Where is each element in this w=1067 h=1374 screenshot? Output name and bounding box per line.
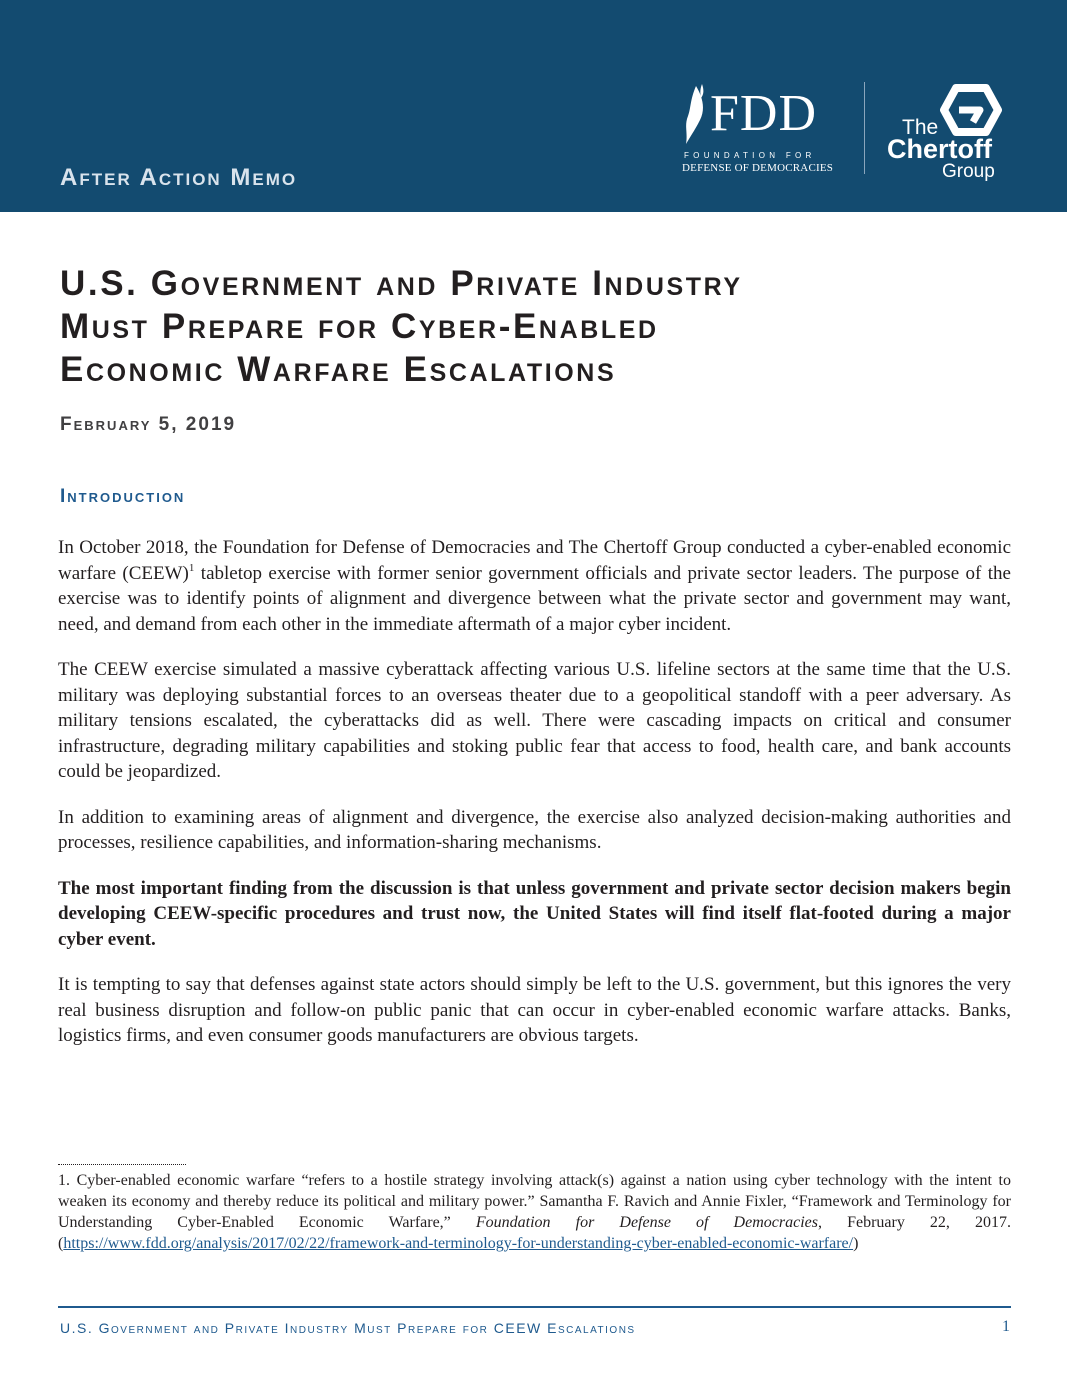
chertoff-name: Chertoff xyxy=(887,134,992,164)
fdd-logo xyxy=(682,78,850,178)
footnote-1 xyxy=(58,1170,1011,1254)
footnote-separator xyxy=(58,1164,186,1165)
document-title xyxy=(60,262,1020,391)
publication-date: February 5, 2019 xyxy=(60,414,237,435)
footnote-source: Foundation for Defense of Democracies xyxy=(475,1214,818,1231)
footnote-link[interactable]: https://www.fdd.org/analysis/2017/02/22/framework-and-terminology-for-understanding-cyber-enabled-economic-warfare/ xyxy=(63,1235,854,1252)
paragraph-3: In addition to examining areas of alignment and divergence, the exercise also analyzed decision-making authorities and processes, resilience capabilities, and information-sharing mechanisms. xyxy=(58,806,1011,853)
title-line-3: Economic Warfare Escalations xyxy=(60,350,617,389)
paragraph-2: The CEEW exercise simulated a massive cyberattack affecting various U.S. lifeline sectors at the same time that the U.S. military was deploying substantial forces to an overseas theater due to a geopolitical standoff with a peer adversary. As military tensions escalated, the cyberattacks did as well. There were cascading impacts on critical and consumer infrastructure, degrading military capabilities and stoking public fear that access to food, health care, and bank accounts could be jeopardized. xyxy=(58,659,1011,782)
fdd-wordmark: FDD xyxy=(710,85,818,142)
footnote-close: ) xyxy=(853,1235,859,1252)
section-heading-introduction: Introduction xyxy=(60,486,186,507)
footnote-text: 1. Cyber-enabled economic warfare “refers to a hostile strategy involving attack(s) against a nation using cyber technology with the intent to weaken its economy and thereby reduce its political and military power.” Samantha F. Ravich and Annie Fixler, “Framework and Terminology for Understanding Cyber-Enabled Economic Warfare,” xyxy=(58,1172,1011,1231)
chertoff-group: Group xyxy=(942,161,995,182)
title-line-2: Must Prepare for Cyber-Enabled xyxy=(60,307,659,346)
chertoff-group-logo xyxy=(882,84,1017,184)
title-line-1: U.S. Government and Private Industry xyxy=(60,264,743,303)
footnote-reference[interactable]: 1 xyxy=(188,561,195,574)
footer-rule xyxy=(58,1306,1011,1308)
logo-divider xyxy=(864,82,865,174)
header-banner xyxy=(0,0,1067,212)
paragraph-1-text: In October 2018, the Foundation for Defense of Democracies and The Chertoff Group conducted a cyber-enabled economic warfare (CEEW) xyxy=(58,537,1011,584)
paragraph-1 xyxy=(58,535,1011,637)
body-text xyxy=(58,535,1011,1069)
chertoff-the: The xyxy=(902,116,939,139)
fdd-tagline-top: FOUNDATION FOR xyxy=(684,151,816,160)
fdd-tagline-bottom: DEFENSE OF DEMOCRACIES xyxy=(682,162,834,174)
page-number: 1 xyxy=(1002,1318,1010,1335)
paragraph-1-text-cont: tabletop exercise with former senior government officials and private sector leaders. The purpose of the exercise was to identify points of alignment and divergence between what the private sector and government may want, need, and demand from each other in the immediate aftermath of a major cyber incident. xyxy=(58,562,1011,635)
paragraph-5: It is tempting to say that defenses against state actors should simply be left to the U.S. government, but this ignores the very real business disruption and follow-on public panic that can occur in cyber-enabled economic warfare attacks. Banks, logistics firms, and even consumer goods manufacturers are obvious targets. xyxy=(58,974,1011,1046)
key-finding-paragraph: The most important finding from the discussion is that unless government and private sector decision makers begin developing CEEW-specific procedures and trust now, the United States will find itself flat-footed during a major cyber event. xyxy=(58,877,1011,950)
memo-type-label: After Action Memo xyxy=(60,164,298,191)
footnote-date: , February 22, 2017. ( xyxy=(58,1214,1012,1252)
chertoff-hexagon-icon xyxy=(932,84,1010,136)
footer-running-title: U.S. Government and Private Industry Must Prepare for CEEW Escalations xyxy=(60,1320,636,1336)
flame-icon xyxy=(682,82,708,146)
